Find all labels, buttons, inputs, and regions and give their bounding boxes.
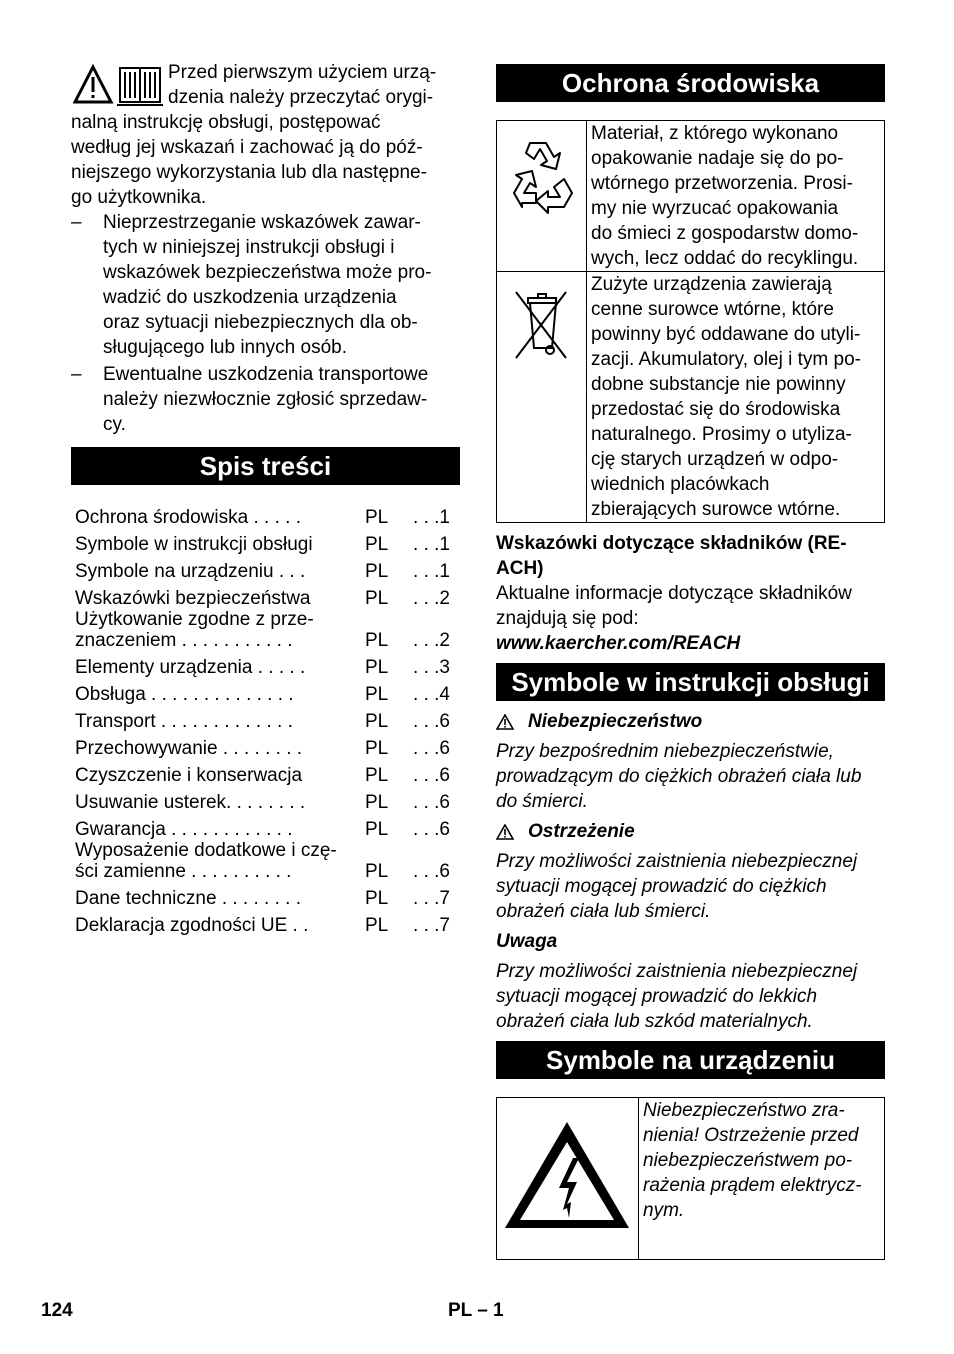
toc-title-line: Czyszczenie i konserwacja <box>75 765 303 786</box>
toc-row[interactable] <box>71 786 460 813</box>
intro-line: według jej wskazań i zachować ją do póź- <box>71 137 423 158</box>
reach-text: znajdują się pod: <box>496 608 639 629</box>
text-line: opakowanie nadaje się do po- <box>591 148 844 169</box>
right-column <box>496 64 885 1260</box>
crossed-bin-cell <box>497 272 587 523</box>
toc-entry-title <box>71 909 365 936</box>
toc-entry-page: . . .6 <box>413 792 450 813</box>
text-line: niebezpieczeństwem po- <box>643 1150 853 1171</box>
text-line: nym. <box>643 1200 685 1221</box>
toc-entry-page: . . .1 <box>413 534 450 555</box>
toc-entry-lang: PL <box>365 534 389 555</box>
list-item <box>71 210 460 360</box>
danger-text: do śmierci. <box>496 791 588 812</box>
toc-entry-title <box>71 759 365 786</box>
reach-section <box>496 531 885 656</box>
danger-text: Przy bezpośrednim niebezpieczeństwie, <box>496 741 834 762</box>
warning-title-text: Ostrzeżenie <box>528 821 635 842</box>
intro-line: niejszego wykorzystania lub dla następne- <box>71 162 427 183</box>
toc-entry-title <box>71 528 365 555</box>
toc-entry-lang: PL <box>365 765 389 786</box>
list-item-line: należy niezwłocznie zgłosić sprzedaw- <box>103 389 428 410</box>
list-item-line: oraz sytuacji niebezpiecznych dla ob- <box>103 312 418 333</box>
toc-title-line: Wyposażenie dodatkowe i czę- <box>75 840 337 861</box>
dash-bullet: – <box>71 212 82 233</box>
text-line: do śmieci z gospodarstw domo- <box>591 223 859 244</box>
intro-line: dzenia należy przeczytać orygi- <box>168 87 434 108</box>
text-line: cenne surowce wtórne, które <box>591 299 834 320</box>
toc-title-line: Usuwanie usterek. . . . . . . . <box>75 792 306 813</box>
list-item-line: tych w niniejszej instrukcji obsługi i <box>103 237 395 258</box>
toc-title-line: Ochrona środowiska . . . . . <box>75 507 301 528</box>
toc-title-line: Dane techniczne . . . . . . . . <box>75 888 301 909</box>
toc-entry-title <box>71 678 365 705</box>
warning-triangle-icon <box>496 824 514 840</box>
text-line: wiednich placówkach <box>591 474 770 495</box>
toc-title-line: Elementy urządzenia . . . . . <box>75 657 306 678</box>
toc-entry-page: . . .7 <box>413 915 450 936</box>
environment-table <box>496 120 885 523</box>
toc-entry-page: . . .2 <box>413 588 450 609</box>
warning-title <box>496 819 885 844</box>
toc-row[interactable] <box>71 705 460 732</box>
toc-entry-page: . . .6 <box>413 819 450 840</box>
toc-title-line: ści zamienne . . . . . . . . . . <box>75 861 292 882</box>
toc-row[interactable] <box>71 759 460 786</box>
text-line: Zużyte urządzenia zawierają <box>591 274 832 295</box>
danger-title-text: Niebezpieczeństwo <box>528 711 703 732</box>
device-symbols-table <box>496 1097 885 1260</box>
list-item-line: Ewentualne uszkodzenia transportowe <box>103 364 429 385</box>
list-item-line: cy. <box>103 414 126 435</box>
reach-link[interactable]: www.kaercher.com/REACH <box>496 633 741 654</box>
toc-entry-lang: PL <box>365 588 389 609</box>
table-row <box>497 121 885 272</box>
toc-title-line: Symbole na urządzeniu . . . <box>75 561 306 582</box>
toc-entry-title <box>71 813 365 840</box>
warning-text: sytuacji mogącej prowadzić do ciężkich <box>496 876 827 897</box>
left-column <box>71 60 460 936</box>
toc-row[interactable] <box>71 813 460 840</box>
intro-line: Przed pierwszym użyciem urzą- <box>168 62 437 83</box>
text-line: wych, lecz oddać do recyklingu. <box>591 248 859 269</box>
intro-line: go użytkownika. <box>71 187 207 208</box>
list-item-line: Nieprzestrzeganie wskazówek zawar- <box>103 212 421 233</box>
toc-entry-page: . . .6 <box>413 765 450 786</box>
dash-bullet: – <box>71 364 82 385</box>
toc-title-line: Symbole w instrukcji obsługi <box>75 534 313 555</box>
toc-entry-title <box>71 501 365 528</box>
toc-title-line: Przechowywanie . . . . . . . . <box>75 738 303 759</box>
text-line: rażenia prądem elektrycz- <box>643 1175 862 1196</box>
environment-text-devices <box>587 272 885 523</box>
toc-row[interactable] <box>71 609 460 651</box>
toc-entry-title <box>71 786 365 813</box>
caution-text: Przy możliwości zaistnienia niebezpiecznej <box>496 961 858 982</box>
warning-triangle-icon <box>75 67 111 102</box>
toc-entry-page: . . .2 <box>413 630 450 651</box>
text-line: zbierających surowce wtórne. <box>591 499 841 520</box>
toc-title-line: znaczeniem . . . . . . . . . . . <box>75 630 293 651</box>
toc-title-line: Gwarancja . . . . . . . . . . . . <box>75 819 293 840</box>
text-line: naturalnego. Prosimy o utyliza- <box>591 424 852 445</box>
manual-symbols-section <box>496 709 885 1034</box>
warning-manual-icons <box>73 64 163 108</box>
text-line: powinny być oddawane do utyli- <box>591 324 861 345</box>
toc-entry-title <box>71 705 365 732</box>
text-line: dobne substancje nie powinny <box>591 374 846 395</box>
toc-row[interactable] <box>71 582 460 609</box>
toc-entry-title <box>71 732 365 759</box>
toc-heading: Spis treści <box>71 447 460 485</box>
toc-entry-page: . . .6 <box>413 711 450 732</box>
toc-row[interactable] <box>71 882 460 909</box>
toc-entry-lang: PL <box>365 507 389 528</box>
toc-entry-page: . . .1 <box>413 561 450 582</box>
toc-row[interactable] <box>71 528 460 555</box>
warning-triangle-icon <box>496 714 514 730</box>
toc-entry-page: . . .6 <box>413 738 450 759</box>
toc-entry-lang: PL <box>365 630 389 651</box>
reach-title: Wskazówki dotyczące składników (RE- <box>496 533 847 554</box>
toc-title-line: Użytkowanie zgodne z prze- <box>75 609 314 630</box>
shock-icon-cell <box>497 1098 639 1260</box>
recycling-icon <box>504 135 580 215</box>
text-line: Niebezpieczeństwo zra- <box>643 1100 845 1121</box>
list-item <box>71 362 460 437</box>
toc-title-line: Obsługa . . . . . . . . . . . . . . <box>75 684 294 705</box>
toc-entry-title <box>71 609 365 651</box>
caution-title: Uwaga <box>496 931 558 952</box>
text-line: wtórnego przetworzenia. Prosi- <box>591 173 853 194</box>
reach-title: ACH) <box>496 558 544 579</box>
reach-text: Aktualne informacje dotyczące składników <box>496 583 852 604</box>
danger-title <box>496 709 885 734</box>
toc-row[interactable] <box>71 909 460 936</box>
toc-row[interactable] <box>71 840 460 882</box>
table-of-contents <box>71 501 460 936</box>
manual-symbols-heading: Symbole w instrukcji obsługi <box>496 663 885 701</box>
text-line: Materiał, z którego wykonano <box>591 123 839 144</box>
text-line: nienia! Ostrzeżenie przed <box>643 1125 859 1146</box>
page-number: 124 <box>41 1300 73 1321</box>
list-item-line: wskazówek bezpieczeństwa może pro- <box>103 262 432 283</box>
toc-entry-page: . . .4 <box>413 684 450 705</box>
recycling-cell <box>497 121 587 272</box>
toc-entry-title <box>71 840 365 882</box>
caution-text: sytuacji mogącej prowadzić do lekkich <box>496 986 818 1007</box>
toc-entry-title <box>71 651 365 678</box>
toc-entry-lang: PL <box>365 888 389 909</box>
toc-entry-page: . . .3 <box>413 657 450 678</box>
text-line: cję starych urządzeń w odpo- <box>591 449 839 470</box>
toc-entry-page: . . .6 <box>413 861 450 882</box>
language-page-label: PL – 1 <box>448 1300 504 1321</box>
device-symbol-text <box>639 1098 885 1260</box>
toc-entry-lang: PL <box>365 792 389 813</box>
toc-title-line: Deklaracja zgodności UE . . <box>75 915 309 936</box>
text-line: przedostać się do środowiska <box>591 399 841 420</box>
warning-text: Przy możliwości zaistnienia niebezpiecznej <box>496 851 858 872</box>
toc-entry-lang: PL <box>365 861 389 882</box>
toc-entry-lang: PL <box>365 684 389 705</box>
caution-text: obrażeń ciała lub szkód materialnych. <box>496 1011 813 1032</box>
text-line: zacji. Akumulatory, olej i tym po- <box>591 349 861 370</box>
toc-entry-page: . . .1 <box>413 507 450 528</box>
toc-row[interactable] <box>71 651 460 678</box>
environment-heading: Ochrona środowiska <box>496 64 885 102</box>
toc-entry-lang: PL <box>365 711 389 732</box>
intro-line: nalną instrukcję obsługi, postępować <box>71 112 381 133</box>
list-item-line: wadzić do uszkodzenia urządzenia <box>103 287 397 308</box>
toc-row[interactable] <box>71 555 460 582</box>
toc-entry-title <box>71 582 365 609</box>
toc-entry-lang: PL <box>365 915 389 936</box>
text-line: my nie wyrzucać opakowania <box>591 198 839 219</box>
toc-row[interactable] <box>71 678 460 705</box>
toc-entry-lang: PL <box>365 738 389 759</box>
toc-entry-lang: PL <box>365 561 389 582</box>
toc-entry-page: . . .7 <box>413 888 450 909</box>
crossed-bin-icon <box>512 286 572 366</box>
toc-entry-lang: PL <box>365 819 389 840</box>
toc-title-line: Transport . . . . . . . . . . . . . <box>75 711 293 732</box>
manual-book-icon <box>117 68 163 105</box>
toc-entry-lang: PL <box>365 657 389 678</box>
toc-entry-title <box>71 882 365 909</box>
toc-row[interactable] <box>71 501 460 528</box>
toc-row[interactable] <box>71 732 460 759</box>
environment-text-packaging <box>587 121 885 272</box>
intro-notice <box>71 60 460 210</box>
toc-title-line: Wskazówki bezpieczeństwa <box>75 588 311 609</box>
electric-shock-warning-icon <box>497 1098 638 1252</box>
table-row <box>497 1098 885 1260</box>
list-item-line: sługującego lub innych osób. <box>103 337 348 358</box>
warning-text: obrażeń ciała lub śmierci. <box>496 901 711 922</box>
device-symbols-heading: Symbole na urządzeniu <box>496 1041 885 1079</box>
table-row <box>497 272 885 523</box>
danger-text: prowadzącym do ciężkich obrażeń ciała lub <box>496 766 862 787</box>
toc-entry-title <box>71 555 365 582</box>
